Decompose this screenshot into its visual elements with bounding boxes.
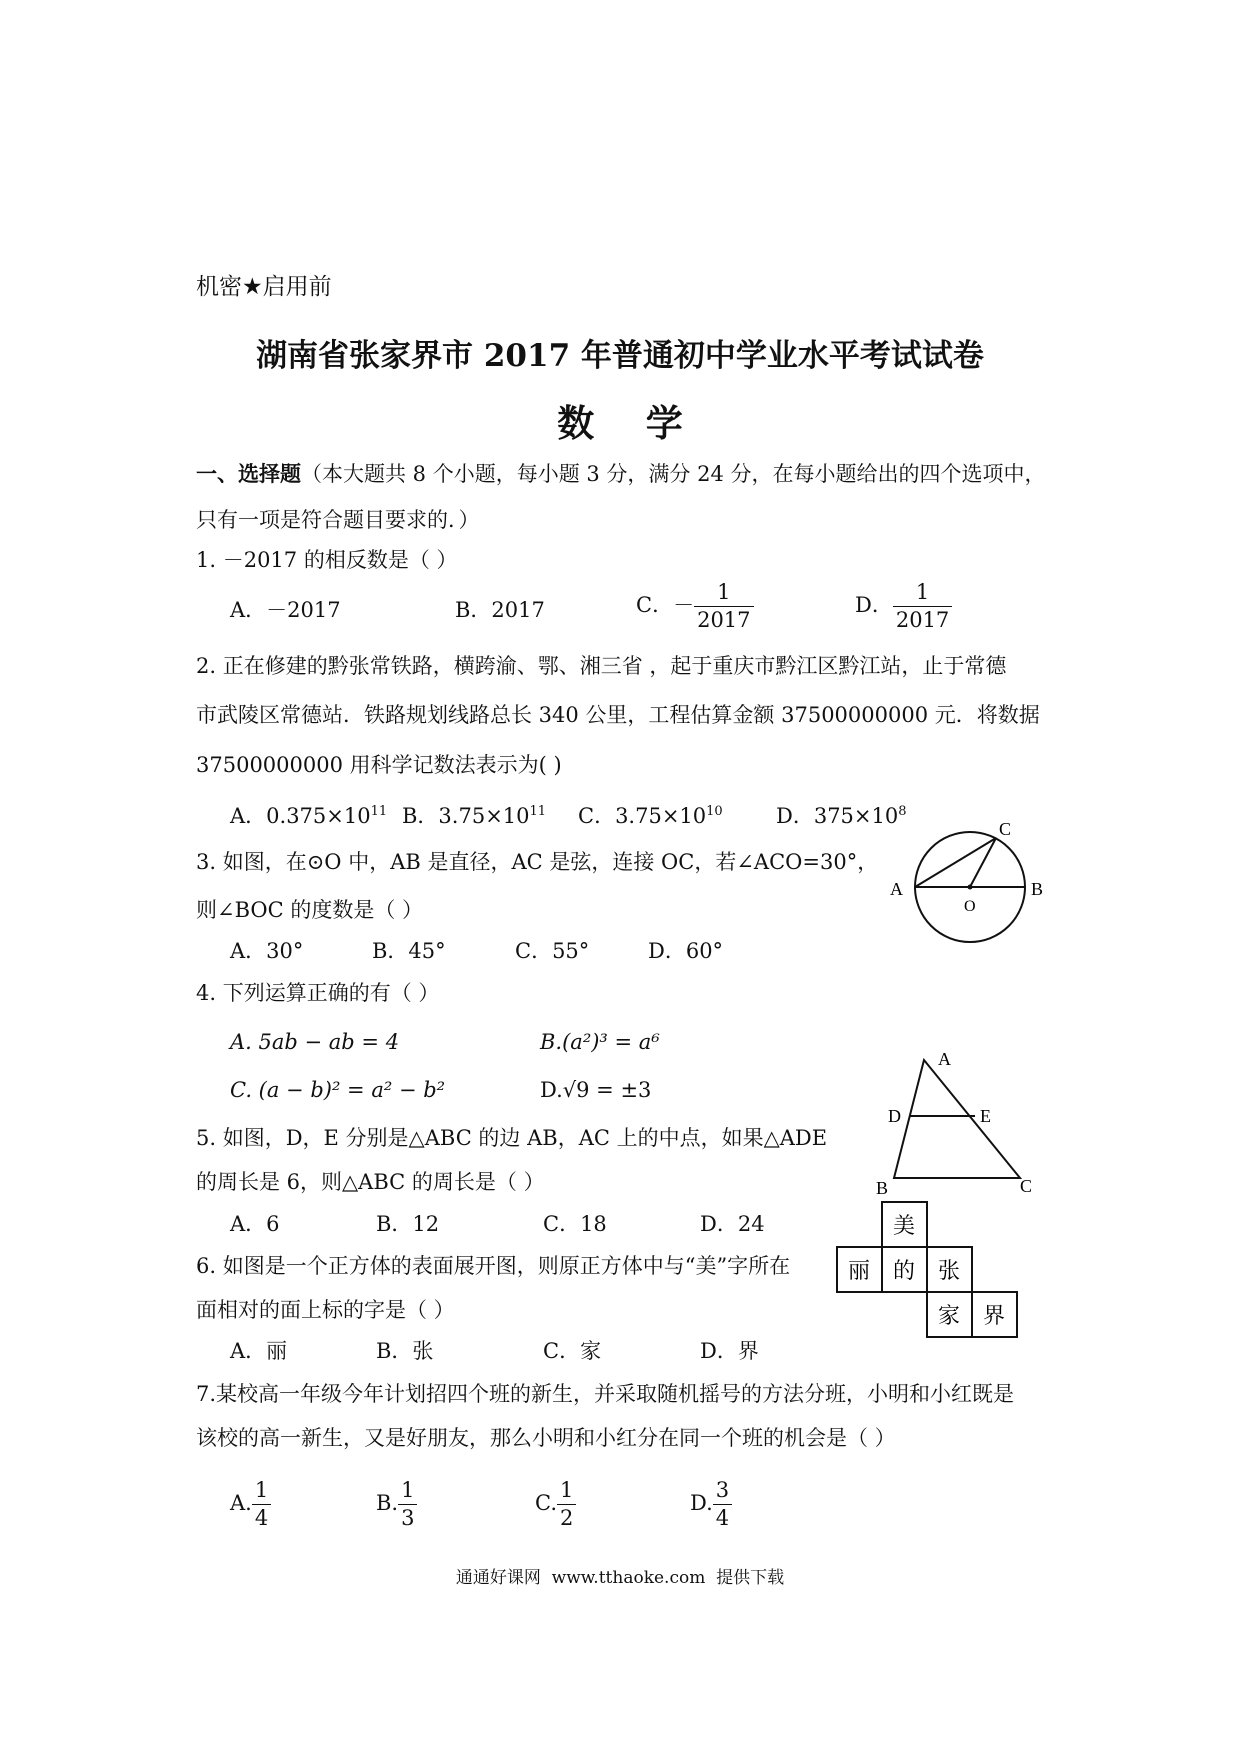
q7-option-b: B. $\frac{1}{3}$ [376, 1480, 417, 1529]
q1-option-a: A．－2017 [230, 598, 341, 622]
q3-option-d: D．60° [648, 939, 724, 963]
net-face-zhang: 张 [937, 1259, 961, 1284]
net-face-jia: 家 [937, 1304, 961, 1329]
fig-label-c: C [1020, 1176, 1033, 1196]
triangle-figure [870, 1040, 1050, 1200]
q2-option-d: D．$375\times 10^8$ [776, 804, 907, 828]
q7-option-d: D. $\frac{3}{4}$ [690, 1480, 732, 1529]
fig-label-d: D [888, 1106, 901, 1126]
q3-option-b: B．45° [372, 939, 446, 963]
q3-line-2: 则∠BOC 的度数是（ ） [196, 898, 424, 922]
q2-option-c: C．$3.75\times 10^{10}$ [578, 804, 723, 828]
section-desc-1: （本大题共 8 个小题，每小题 3 分，满分 24 分，在每小题给出的四个选项中， [301, 462, 1046, 486]
q7-option-c: C. $\frac{1}{2}$ [535, 1480, 576, 1529]
q5-option-d: D．24 [700, 1212, 765, 1236]
q1-stem: 1. －2017 的相反数是（ ） [196, 548, 458, 572]
fig-label-b: B [876, 1178, 889, 1198]
q7-b-fraction: $\frac{1}{3}$ [398, 1480, 417, 1529]
net-face-jie: 界 [982, 1304, 1006, 1329]
section-label: 一、选择题 [196, 461, 301, 486]
section-instructions [196, 460, 1046, 488]
page-footer: 通通好课网 www.tthaoke.com 提供下载 [455, 1568, 785, 1588]
q1-d-fraction: $\frac{1}{2017}$ [893, 582, 952, 631]
q5-line-2: 的周长是 6，则△ABC 的周长是（ ） [196, 1170, 545, 1194]
q1-option-b: B．2017 [455, 598, 545, 622]
q2-line-1: 2. 正在修建的黔张常铁路，横跨渝、鄂、湘三省 ，起于重庆市黔江区黔江站，止于常德 [196, 654, 1007, 678]
net-face-de: 的 [892, 1259, 916, 1284]
q6-option-a: A．丽 [230, 1339, 288, 1363]
q4-option-a: A. 5ab − ab = 4 [230, 1030, 400, 1054]
cube-net-figure [834, 1200, 1024, 1342]
q2-line-3: 37500000000 用科学记数法表示为( ) [196, 753, 562, 777]
q6-option-d: D．界 [700, 1339, 759, 1363]
q2-option-b: B．$3.75\times 10^{11}$ [402, 804, 547, 828]
q5-option-a: A．6 [230, 1212, 280, 1236]
q7-c-fraction: $\frac{1}{2}$ [557, 1480, 576, 1529]
q7-option-a: A. $\frac{1}{4}$ [230, 1480, 271, 1529]
net-face-li: 丽 [847, 1259, 871, 1284]
q5-option-b: B．12 [376, 1212, 440, 1236]
net-face-mei: 美 [892, 1214, 916, 1239]
fig-label-c: C [999, 819, 1012, 839]
q1-c-fraction: $\frac{1}{2017}$ [694, 582, 753, 631]
q6-line-2: 面相对的面上标的字是（ ） [196, 1298, 455, 1322]
fig-label-e: E [980, 1106, 991, 1126]
q2-line-2: 市武陵区常德站．铁路规划线路总长 340 公里，工程估算金额 37500000000 元．将数据 [196, 703, 1040, 727]
q5-line-1: 5. 如图，D，E 分别是△ABC 的边 AB，AC 上的中点，如果△ADE [196, 1126, 828, 1150]
q4-stem: 4. 下列运算正确的有（ ） [196, 981, 440, 1005]
q1-option-d: D． $\frac{1}{2017}$ [855, 582, 952, 631]
section-desc-2: 只有一项是符合题目要求的．） [196, 508, 480, 532]
q7-d-fraction: $\frac{3}{4}$ [713, 1480, 732, 1529]
q6-option-c: C．家 [543, 1339, 602, 1363]
q6-option-b: B．张 [376, 1339, 434, 1363]
fig-label-a: A [938, 1049, 951, 1069]
fig-label-b: B [1031, 879, 1044, 899]
q4-option-c: C. (a − b)² = a² − b² [230, 1078, 446, 1102]
q3-line-1: 3. 如图，在⊙O 中，AB 是直径，AC 是弦，连接 OC，若∠ACO=30°， [196, 850, 879, 874]
q4-option-b: B.(a²)³ = a⁶ [540, 1030, 660, 1054]
exam-title: 湖南省张家界市 2017 年普通初中学业水平考试试卷 [256, 338, 984, 374]
q2-option-a: A．$0.375\times 10^{11}$ [230, 804, 388, 828]
fig-label-o: O [964, 898, 976, 915]
confidential-label: 机密★启用前 [196, 274, 332, 300]
q5-option-c: C．18 [543, 1212, 607, 1236]
q3-option-a: A．30° [230, 939, 304, 963]
q1-option-c: C．－ $\frac{1}{2017}$ [636, 582, 754, 631]
q3-option-c: C．55° [515, 939, 590, 963]
q7-a-fraction: $\frac{1}{4}$ [252, 1480, 271, 1529]
q4-option-d: D.√9 = ±3 [540, 1078, 652, 1102]
q7-line-1: 7.某校高一年级今年计划招四个班的新生，并采取随机摇号的方法分班，小明和小红既是 [196, 1382, 1015, 1406]
q7-line-2: 该校的高一新生，又是好朋友，那么小明和小红分在同一个班的机会是（ ） [196, 1426, 896, 1450]
q6-line-1: 6. 如图是一个正方体的表面展开图，则原正方体中与“美”字所在 [196, 1254, 791, 1278]
circle-figure [880, 815, 1060, 975]
subject-title: 数 学 [557, 401, 683, 445]
fig-label-a: A [890, 879, 903, 899]
